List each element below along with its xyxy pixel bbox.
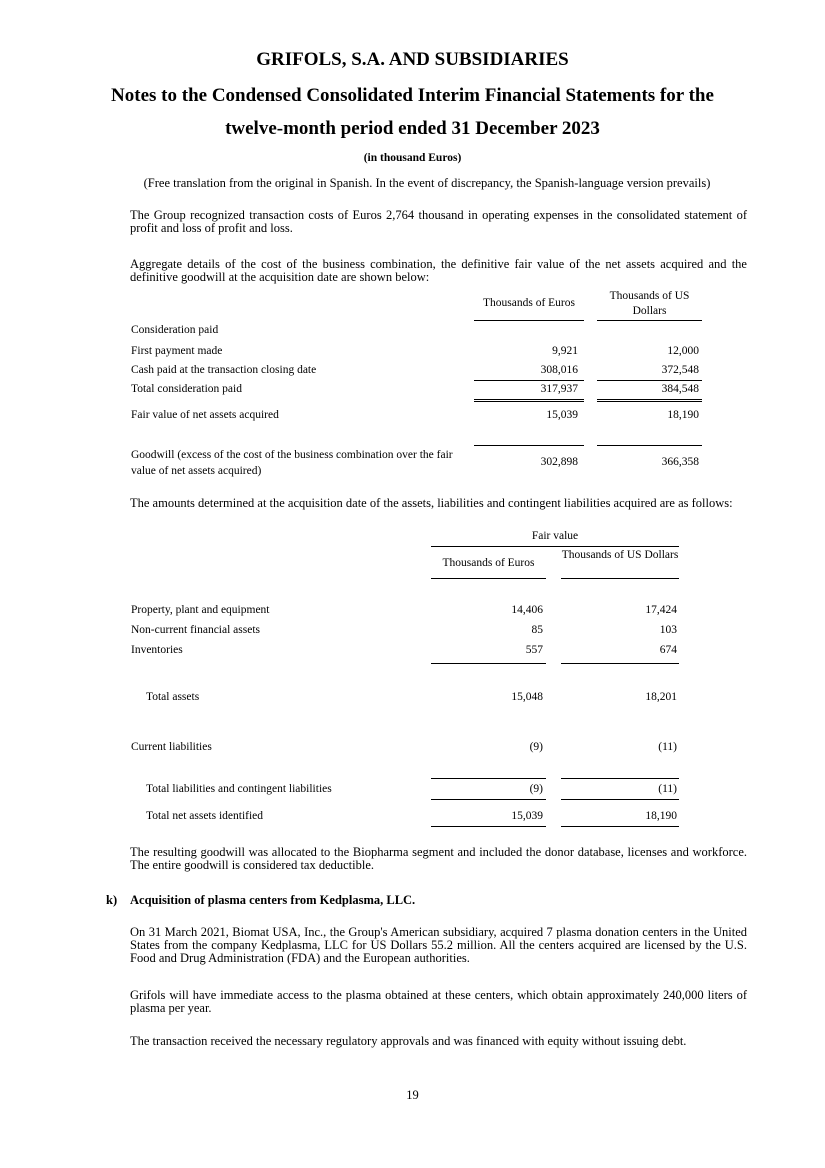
page-title-line-1: Notes to the Condensed Consolidated Interim Financial Statements for the	[111, 85, 714, 106]
table2-row-label: Total liabilities and contingent liabilities	[146, 783, 332, 795]
table2-row-label: Non-current financial assets	[131, 624, 261, 636]
paragraph-aggregate-details: Aggregate details of the cost of the business combination, the definitive fair value of the net assets acquired and the definitive goodwill at the acquisition date are shown below:	[130, 257, 747, 284]
paragraph-kedplasma-acquisition: On 31 March 2021, Biomat USA, Inc., the Group's American subsidiary, acquired 7 plasma donation centers in the United States from the company Kedplasma, LLC for US Dollars 55.2 million. All the centers acquired are licensed by the U.S. Food and Drug Administration (FDA) and the European authorities.	[130, 925, 747, 965]
table1-row-label: First payment made	[131, 345, 223, 357]
table2-divider	[431, 778, 546, 779]
page-number: 19	[406, 1088, 419, 1102]
table2-cell-usd: 18,201	[645, 691, 677, 703]
table1-divider	[597, 401, 702, 402]
table2-divider	[561, 826, 679, 827]
table2-divider	[561, 799, 679, 800]
paragraph-transaction-costs: The Group recognized transaction costs of Euros 2,764 thousand in operating expenses in the consolidated statement of profit and loss of profit and loss.	[130, 208, 747, 235]
table1-cell-eur: 317,937	[540, 383, 578, 395]
table1-cell-eur: 302,898	[540, 456, 578, 468]
company-title: GRIFOLS, S.A. AND SUBSIDIARIES	[256, 49, 569, 70]
table2-divider	[431, 546, 679, 547]
paragraph-regulatory-approval: The transaction received the necessary regulatory approvals and was financed with equity without issuing debt.	[130, 1034, 687, 1048]
section-marker: k)	[106, 893, 118, 907]
table1-cell-usd: 366,358	[661, 456, 699, 468]
table2-cell-eur: 557	[525, 644, 543, 656]
table1-cell-usd: 12,000	[667, 345, 699, 357]
table2-cell-eur: (9)	[529, 783, 543, 795]
table2-divider	[431, 799, 546, 800]
table1-divider	[474, 445, 584, 446]
table2-divider	[431, 578, 546, 579]
table2-group-header: Fair value	[531, 530, 579, 542]
table1-cell-eur: 15,039	[546, 409, 578, 421]
table2-divider	[561, 578, 679, 579]
table1-divider	[597, 399, 702, 400]
table1-cell-usd: 18,190	[667, 409, 699, 421]
units-note: (in thousand Euros)	[363, 152, 462, 164]
table2-row-label: Inventories	[131, 644, 183, 656]
table2-cell-eur: (9)	[529, 741, 543, 753]
table2-cell-usd: (11)	[658, 783, 677, 795]
table2-divider	[561, 778, 679, 779]
table1-cell-usd: 384,548	[661, 383, 699, 395]
paragraph-plasma-access: Grifols will have immediate access to the plasma obtained at these centers, which obtain approximately 240,000 liters of plasma per year.	[130, 988, 747, 1015]
table2-row-label: Total assets	[146, 691, 200, 703]
table1-row-label: Fair value of net assets acquired	[131, 409, 279, 421]
table1-cell-usd: 372,548	[661, 364, 699, 376]
table2-cell-usd: 103	[659, 624, 677, 636]
table2-col-header-usd: Thousands of US Dollars	[561, 549, 679, 561]
table2-divider	[431, 663, 546, 664]
table1-row-label: Goodwill (excess of the cost of the business combination over the fair value of net assets acquired)	[131, 449, 453, 477]
table2-cell-usd: 18,190	[645, 810, 677, 822]
table2-cell-eur: 15,039	[511, 810, 543, 822]
table2-row-label: Property, plant and equipment	[131, 604, 270, 616]
table1-divider	[474, 380, 584, 381]
table1-col-header-usd: Thousands of US Dollars	[609, 290, 690, 317]
table1-divider	[474, 401, 584, 402]
table1-divider	[597, 380, 702, 381]
table1-row-label: Total consideration paid	[131, 383, 242, 395]
paragraph-goodwill-allocation: The resulting goodwill was allocated to the Biopharma segment and included the donor database, licenses and workforce. The entire goodwill is considered tax deductible.	[130, 845, 747, 872]
table1-col-header-eur: Thousands of Euros	[483, 297, 575, 309]
table1-divider	[474, 320, 584, 321]
table2-divider	[431, 826, 546, 827]
table2-cell-usd: (11)	[658, 741, 677, 753]
paragraph-amounts-determined: The amounts determined at the acquisition date of the assets, liabilities and contingent liabilities acquired are as follows:	[130, 496, 733, 510]
table2-cell-usd: 17,424	[645, 604, 677, 616]
table2-cell-eur: 15,048	[511, 691, 543, 703]
table2-cell-eur: 85	[531, 624, 543, 636]
table1-divider	[597, 320, 702, 321]
table2-divider	[561, 663, 679, 664]
table2-cell-usd: 674	[659, 644, 677, 656]
table1-divider	[474, 399, 584, 400]
table1-cell-eur: 308,016	[540, 364, 578, 376]
table2-row-label: Current liabilities	[131, 741, 212, 753]
table1-row-label: Consideration paid	[131, 324, 219, 336]
table1-divider	[597, 445, 702, 446]
table2-col-header-eur: Thousands of Euros	[442, 557, 535, 569]
page-title-line-2: twelve-month period ended 31 December 2023	[225, 118, 600, 139]
table1-row-label: Cash paid at the transaction closing date	[131, 364, 317, 376]
table2-row-label: Total net assets identified	[146, 810, 264, 822]
table2-cell-eur: 14,406	[511, 604, 543, 616]
table1-cell-eur: 9,921	[552, 345, 578, 357]
translation-note: (Free translation from the original in Spanish. In the event of discrepancy, the Spanish-language version prevails)	[143, 176, 711, 190]
section-title: Acquisition of plasma centers from Kedplasma, LLC.	[130, 893, 416, 907]
